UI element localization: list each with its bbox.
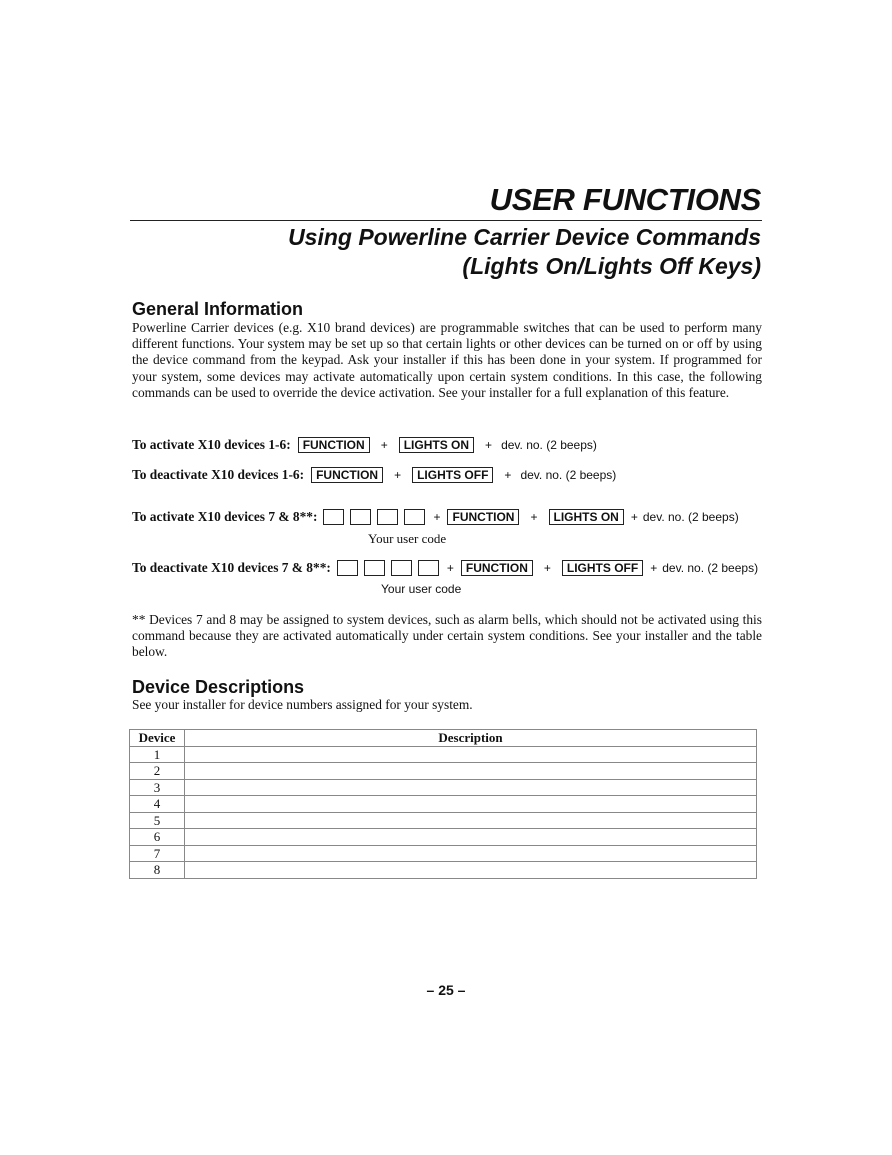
plus-sign: + <box>433 510 441 524</box>
table-row <box>130 763 757 780</box>
user-code-digit-box <box>364 560 385 576</box>
user-code-digit-box <box>350 509 371 525</box>
user-code-digit-box <box>404 509 425 525</box>
command-deactivate-7-8 <box>132 560 758 576</box>
device-number-cell: 8 <box>130 862 185 879</box>
command-activate-1-6 <box>132 437 597 453</box>
device-table <box>129 729 757 879</box>
plus-sign: + <box>380 438 388 452</box>
command-label: To activate X10 devices 1-6: <box>132 437 291 452</box>
device-description-cell <box>185 779 757 796</box>
plus-sign: + <box>504 468 512 482</box>
page-title: USER FUNCTIONS <box>489 182 761 217</box>
page-subtitle-line2: (Lights On/Lights Off Keys) <box>462 253 761 279</box>
plus-sign: + <box>485 438 493 452</box>
footnote: ** Devices 7 and 8 may be assigned to system devices, such as alarm bells, which should not be activated using this command because they are activated automatically under certain system conditions. See your installer and the table below. <box>132 612 762 660</box>
general-information-heading: General Information <box>132 299 304 319</box>
lights-off-key: LIGHTS OFF <box>412 467 493 483</box>
function-key: FUNCTION <box>461 560 533 576</box>
plus-sign: + <box>543 561 551 575</box>
device-number-cell: 7 <box>130 845 185 862</box>
plus-sign: + <box>394 468 402 482</box>
general-information-body: Powerline Carrier devices (e.g. X10 brand devices) are programmable switches that can be used to perform many different functions. Your system may be set up so that certain lights or other devices can be turned on or off by using the device command from the keypad. Ask your installer if this has been done in your system. If programmed for your system, some devices may activate automatically upon certain system conditions. In this case, the following commands can be used to override the device activation. See your installer for a full explanation of this feature. <box>132 320 762 400</box>
device-number-cell: 2 <box>130 763 185 780</box>
device-number-suffix: dev. no. (2 beeps) <box>662 561 759 575</box>
table-row <box>130 746 757 763</box>
page-number: – 25 – <box>426 982 466 998</box>
table-header-row <box>130 730 757 747</box>
user-code-caption: Your user code <box>368 531 447 546</box>
device-number-cell: 3 <box>130 779 185 796</box>
lights-on-key: LIGHTS ON <box>549 509 624 525</box>
command-label: To deactivate X10 devices 1-6: <box>132 467 305 482</box>
device-number-cell: 1 <box>130 746 185 763</box>
table-row <box>130 829 757 846</box>
table-row <box>130 845 757 862</box>
table-row <box>130 812 757 829</box>
table-row <box>130 779 757 796</box>
function-key: FUNCTION <box>298 437 370 453</box>
lights-on-key: LIGHTS ON <box>399 437 474 453</box>
device-descriptions-heading: Device Descriptions <box>132 677 305 697</box>
page-subtitle-line1: Using Powerline Carrier Device Commands <box>288 224 761 250</box>
column-header-device: Device <box>130 730 185 747</box>
user-code-digit-box <box>418 560 439 576</box>
plus-sign: + <box>530 510 538 524</box>
table-row <box>130 862 757 879</box>
user-code-caption: Your user code <box>381 582 462 596</box>
plus-sign: + <box>630 510 638 524</box>
device-description-cell <box>185 845 757 862</box>
device-number-suffix: dev. no. (2 beeps) <box>501 438 597 452</box>
command-label: To activate X10 devices 7 & 8**: <box>132 509 318 524</box>
device-description-cell <box>185 829 757 846</box>
user-code-digit-box <box>323 509 344 525</box>
lights-off-key: LIGHTS OFF <box>562 560 643 576</box>
device-number-cell: 4 <box>130 796 185 813</box>
device-number-suffix: dev. no. (2 beeps) <box>520 468 617 482</box>
device-description-cell <box>185 812 757 829</box>
command-activate-7-8 <box>132 509 739 525</box>
device-description-cell <box>185 746 757 763</box>
header-divider <box>130 220 762 221</box>
function-key: FUNCTION <box>311 467 383 483</box>
device-number-cell: 5 <box>130 812 185 829</box>
device-number-suffix: dev. no. (2 beeps) <box>642 510 739 524</box>
user-code-digit-box <box>377 509 398 525</box>
table-row <box>130 796 757 813</box>
user-code-digit-box <box>391 560 412 576</box>
device-descriptions-intro: See your installer for device numbers assigned for your system. <box>132 697 473 712</box>
device-description-cell <box>185 763 757 780</box>
user-code-digit-box <box>337 560 358 576</box>
command-label: To deactivate X10 devices 7 & 8**: <box>132 560 331 575</box>
device-number-cell: 6 <box>130 829 185 846</box>
device-description-cell <box>185 796 757 813</box>
device-description-cell <box>185 862 757 879</box>
function-key: FUNCTION <box>447 509 519 525</box>
plus-sign: + <box>446 561 454 575</box>
command-deactivate-1-6 <box>132 467 616 483</box>
plus-sign: + <box>650 561 658 575</box>
column-header-description: Description <box>185 730 757 747</box>
